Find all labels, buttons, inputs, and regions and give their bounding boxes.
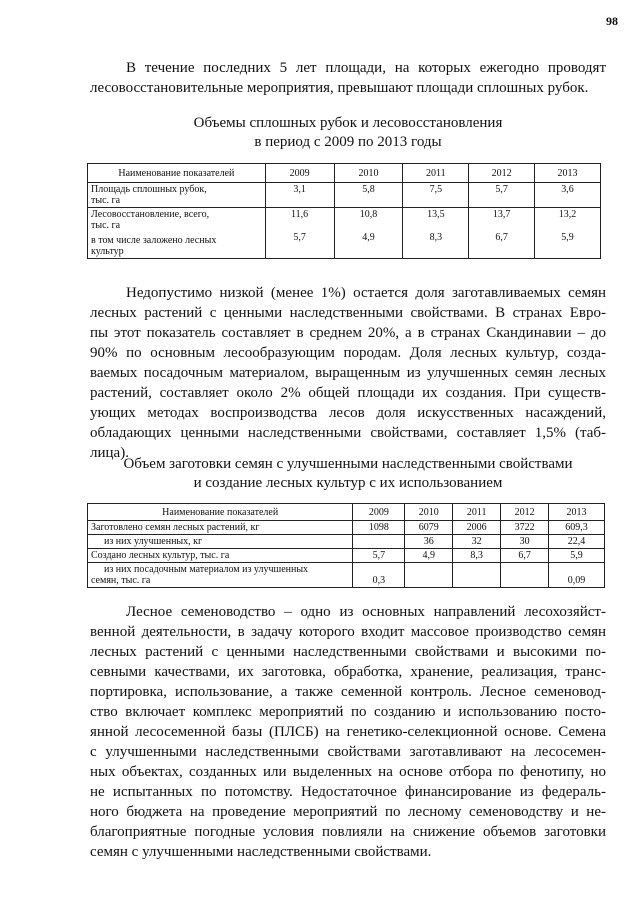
text-line: с улучшенными наследственными свойствами заготавливают на лесосемен- xyxy=(90,744,606,760)
text-line: обладающих ценными наследственными свойствами, составляет 1,5% (таб- xyxy=(90,425,606,441)
cell xyxy=(405,563,453,588)
text-line: растений, составляет около 2% общей площади их создания. При существ- xyxy=(90,385,606,401)
text-line: семян с улучшенными наследственными свойствами. xyxy=(90,844,432,860)
cell: 5,7 xyxy=(469,183,535,208)
cell xyxy=(353,535,405,549)
cell: 5,8 xyxy=(334,183,403,208)
cell xyxy=(501,563,549,588)
header-cell: 2011 xyxy=(403,164,469,183)
row-label: из них посадочным материалом из улучшенных семян, тыс. га xyxy=(88,563,353,588)
cell: 5,7 xyxy=(353,549,405,563)
text-line: В течение последних 5 лет площади, на которых ежегодно проводят xyxy=(126,60,606,76)
text-line: Лесное семеноводство – одно из основных направлений лесохозяйст- xyxy=(126,604,606,620)
row-label: Лесовосстановление, всего, тыс. га в том числе заложено лесных культур xyxy=(88,208,266,259)
header-cell: 2013 xyxy=(535,164,601,183)
header-cell: 2009 xyxy=(353,504,405,521)
seed-production-paragraph xyxy=(90,602,606,862)
text-line: не испытанных по потомству. Недостаточное финансирование из федераль- xyxy=(90,784,606,800)
text-line: ство включает комплекс мероприятий по созданию и использованию посто- xyxy=(90,704,606,720)
intro-paragraph xyxy=(90,58,606,98)
cell: 4,9 xyxy=(405,549,453,563)
table-header-row xyxy=(88,504,605,521)
text-line: лесных растений с ценными наследственными свойствами. В странах Евро- xyxy=(90,305,606,321)
header-cell: Наименование показателей xyxy=(88,504,353,521)
table1-caption xyxy=(90,114,606,152)
table-row xyxy=(88,549,605,563)
cell: 36 xyxy=(405,535,453,549)
cell: 6,7 xyxy=(501,549,549,563)
caption-line: в период с 2009 по 2013 годы xyxy=(254,134,442,150)
caption-line: Объем заготовки семян с улучшенными наследственными свойствами xyxy=(123,456,573,472)
text-line: благоприятные погодные условия повлияли на снижение объемов заготовки xyxy=(90,824,606,840)
cell: 22,4 xyxy=(549,535,605,549)
text-line: Недопустимо низкой (менее 1%) остается доля заготавливаемых семян xyxy=(126,285,606,301)
caption-line: и создание лесных культур с их использованием xyxy=(193,475,503,491)
table-clearcut-reforestation xyxy=(87,163,601,259)
header-cell: 2011 xyxy=(453,504,501,521)
row-label: Заготовлено семян лесных растений, кг xyxy=(88,521,353,535)
cell: 8,3 xyxy=(453,549,501,563)
text-line: янной лесосеменной базы (ПЛСБ) на генетико-селекционной основе. Семена xyxy=(90,724,606,740)
text-line: ующих методах воспроизводства лесов доля искусственных насаждений, xyxy=(90,405,606,421)
page-number: 98 xyxy=(606,14,618,28)
header-cell: 2009 xyxy=(265,164,334,183)
cell: 3,1 xyxy=(265,183,334,208)
cell: 7,5 xyxy=(403,183,469,208)
header-cell: 2013 xyxy=(549,504,605,521)
text-line: лесных растений с ценными наследственными свойствами и высокими по- xyxy=(90,644,606,660)
header-cell: Наименование показателей xyxy=(88,164,266,183)
table-row xyxy=(88,535,605,549)
cell: 13,2 5,9 xyxy=(535,208,601,259)
table-row xyxy=(88,563,605,588)
row-label: Площадь сплошных рубок, тыс. га xyxy=(88,183,266,208)
header-cell: 2012 xyxy=(501,504,549,521)
text-line: лесовосстановительные мероприятия, превышают площади сплошных рубок. xyxy=(90,80,589,96)
cell: 13,5 8,3 xyxy=(403,208,469,259)
text-line: портировка, использование, а также семенной контроль. Лесное семеновод- xyxy=(90,684,606,700)
text-line: севными качествами, их заготовка, обработка, хранение, реализация, транс- xyxy=(90,664,606,680)
text-line: лица). xyxy=(90,445,129,461)
cell: 1098 xyxy=(353,521,405,535)
cell: 10,8 4,9 xyxy=(334,208,403,259)
row-label: Создано лесных культур, тыс. га xyxy=(88,549,353,563)
text-line: венной деятельности, в задачу которого входит массовое производство семян xyxy=(90,624,606,640)
table-row xyxy=(88,208,601,259)
cell: 609,3 xyxy=(549,521,605,535)
cell: 0,3 xyxy=(353,563,405,588)
text-line: ваемых посадочным материалом, выращенным из улучшенных семян лесных xyxy=(90,365,606,381)
cell xyxy=(453,563,501,588)
table-row xyxy=(88,183,601,208)
text-line: 90% по основным лесообразующим породам. Доля лесных культур, созда- xyxy=(90,345,606,361)
table-improved-seeds xyxy=(87,503,605,588)
cell: 11,6 5,7 xyxy=(265,208,334,259)
seed-share-paragraph xyxy=(90,283,606,463)
header-cell: 2012 xyxy=(469,164,535,183)
caption-line: Объемы сплошных рубок и лесовосстановления xyxy=(193,115,503,131)
table2-caption xyxy=(90,455,606,493)
cell: 6079 xyxy=(405,521,453,535)
cell: 2006 xyxy=(453,521,501,535)
header-cell: 2010 xyxy=(334,164,403,183)
text-line: пы этот показатель составляет в среднем 20%, а в странах Скандинавии – до xyxy=(90,325,606,341)
header-cell: 2010 xyxy=(405,504,453,521)
cell: 30 xyxy=(501,535,549,549)
row-label: из них улучшенных, кг xyxy=(88,535,353,549)
table-row xyxy=(88,521,605,535)
cell: 5,9 xyxy=(549,549,605,563)
cell: 3722 xyxy=(501,521,549,535)
cell: 3,6 xyxy=(535,183,601,208)
cell: 0,09 xyxy=(549,563,605,588)
text-line: ного бюджета на проведение мероприятий по лесному семеноводству и не- xyxy=(90,804,606,820)
cell: 13,7 6,7 xyxy=(469,208,535,259)
table-header-row xyxy=(88,164,601,183)
cell: 32 xyxy=(453,535,501,549)
text-line: ных объектах, созданных или выделенных на основе отбора по фенотипу, но xyxy=(90,764,606,780)
